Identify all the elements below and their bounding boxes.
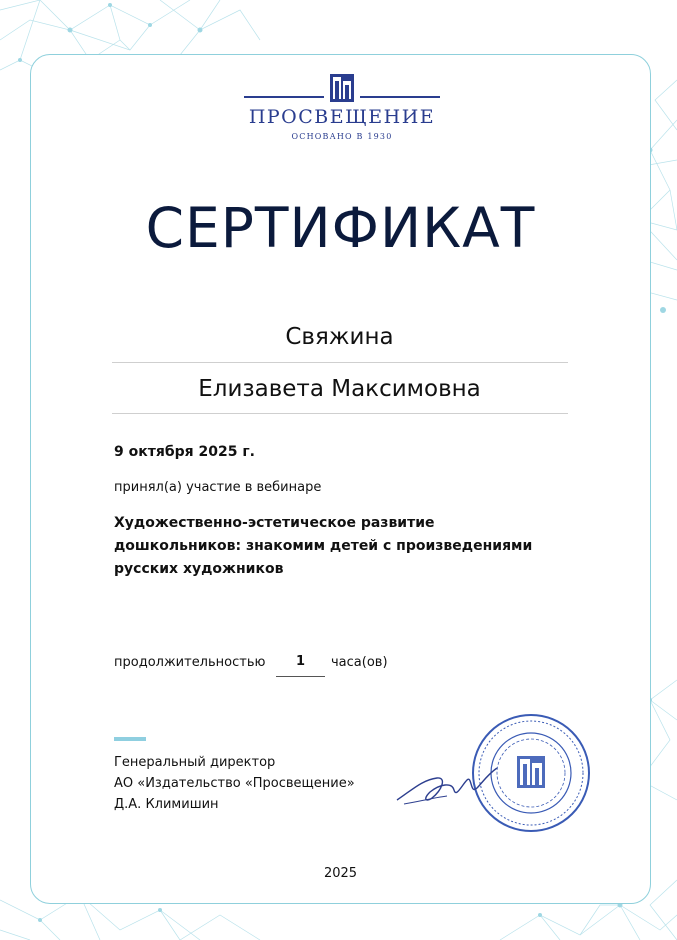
surname-underline bbox=[112, 362, 568, 363]
signatory-name: Д.А. Климишин bbox=[114, 797, 219, 812]
signatory-organization: АО «Издательство «Просвещение» bbox=[114, 776, 355, 791]
course-title-line: Художественно-эстетическое развитие bbox=[114, 515, 435, 531]
logo-wordmark: ПРОСВЕЩЕНИЕ bbox=[248, 106, 436, 128]
given-names-underline bbox=[112, 413, 568, 414]
recipient-given-names: Елизавета Максимовна bbox=[198, 376, 481, 402]
book-emblem-icon bbox=[330, 74, 354, 102]
signatory-block bbox=[114, 752, 355, 815]
certificate-title: СЕРТИФИКАТ bbox=[145, 196, 536, 260]
duration-label: продолжительностью bbox=[114, 655, 266, 670]
duration-underline bbox=[276, 676, 325, 677]
duration-unit: часа(ов) bbox=[331, 655, 388, 670]
certificate-year: 2025 bbox=[323, 866, 358, 881]
event-date: 9 октября 2025 г. bbox=[114, 444, 255, 460]
handwritten-signature bbox=[392, 760, 502, 820]
accent-bar bbox=[114, 737, 146, 741]
duration-value: 1 bbox=[295, 654, 306, 669]
recipient-surname: Свяжина bbox=[285, 324, 394, 350]
course-title-line: дошкольников: знакомим детей с произведениями bbox=[114, 538, 533, 554]
course-title bbox=[114, 512, 584, 581]
participation-text: принял(а) участие в вебинаре bbox=[114, 480, 322, 495]
signatory-position: Генеральный директор bbox=[114, 755, 276, 770]
course-title-line: русских художников bbox=[114, 561, 284, 577]
logo-tagline: ОСНОВАНО В 1930 bbox=[291, 132, 393, 141]
